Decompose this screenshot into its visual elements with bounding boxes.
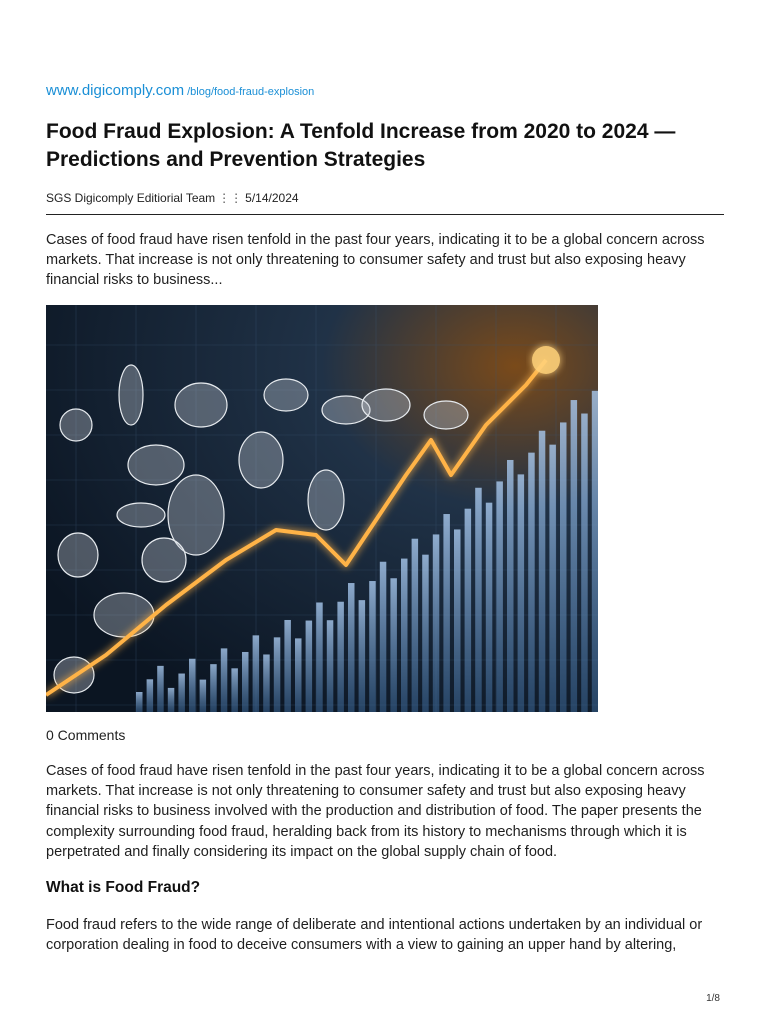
byline	[46, 191, 724, 215]
url-domain-link[interactable]: www.digicomply.com	[46, 82, 185, 99]
bar-mark	[390, 578, 397, 712]
bar-mark	[539, 431, 546, 712]
bar-mark	[592, 391, 598, 712]
food-sketch-icon	[264, 379, 308, 411]
url-path-link[interactable]: /blog/food-fraud-explosion	[187, 86, 315, 98]
byline-separator: ⋮⋮	[218, 191, 243, 205]
bar-mark	[581, 414, 588, 712]
food-sketch-icon	[117, 503, 165, 527]
page-number: 1/8	[706, 993, 720, 1004]
author-name: SGS Digicomply Editiorial Team	[46, 191, 216, 205]
bar-mark	[274, 637, 281, 712]
bar-mark	[507, 460, 514, 712]
bar-mark	[337, 602, 344, 712]
section-text: Food fraud refers to the wide range of deliberate and intentional actions undertaken by an individual or corporation dealing in food to deceive consumers with a view to gaining an upper hand by altering,	[46, 917, 703, 954]
bar-mark	[401, 559, 408, 712]
bar-mark	[253, 635, 260, 712]
bar-mark	[221, 648, 228, 712]
bar-mark	[560, 422, 567, 712]
food-sketch-icon	[58, 533, 98, 577]
article-title: Food Fraud Explosion: A Tenfold Increase from 2020 to 2024 — Predictions and Prevention Strategies	[46, 120, 676, 171]
bar-mark	[157, 666, 164, 712]
bar-mark	[475, 488, 482, 712]
food-sketch-icon	[239, 432, 283, 488]
bar-mark	[380, 562, 387, 712]
bar-mark	[348, 583, 355, 712]
bar-mark	[486, 503, 493, 712]
food-sketch-icon	[362, 389, 410, 421]
bar-mark	[231, 668, 238, 712]
bar-mark	[295, 638, 302, 712]
bar-mark	[200, 680, 207, 712]
bar-mark	[359, 600, 366, 712]
food-sketch-icon	[60, 409, 92, 441]
comments-count[interactable]: 0 Comments	[46, 727, 126, 743]
bar-mark	[443, 514, 450, 712]
flare-icon	[532, 346, 560, 374]
bar-mark	[412, 539, 419, 712]
food-sketch-icon	[175, 383, 227, 427]
bar-mark	[136, 692, 143, 712]
bar-mark	[210, 664, 217, 712]
bar-mark	[549, 445, 556, 712]
food-sketch-icon	[119, 365, 143, 425]
food-sketch-icon	[128, 445, 184, 485]
bar-mark	[518, 474, 525, 712]
section-heading: What is Food Fraud?	[46, 879, 201, 896]
bar-mark	[263, 654, 270, 712]
bar-mark	[327, 620, 334, 712]
bar-mark	[306, 621, 313, 712]
bar-mark	[465, 509, 472, 712]
publish-date: 5/14/2024	[245, 191, 299, 205]
hero-illustration	[46, 305, 598, 712]
food-sketch-icon	[424, 401, 468, 429]
bar-mark	[168, 688, 175, 712]
article-summary: Cases of food fraud have risen tenfold in the past four years, indicating it to be a global concern across markets. That increase is not only threatening to consumer safety and trust but also exposing heavy financial risks to business...	[46, 232, 705, 289]
bar-mark	[242, 652, 249, 712]
bar-mark	[571, 400, 578, 712]
article-intro: Cases of food fraud have risen tenfold in the past four years, indicating it to be a global concern across markets. That increase is not only threatening to consumer safety and trust but also exposing heavy financial risks to business involved with the production and distribution of food. The paper presents the complexity surrounding food fraud, heralding back from its history to mechanisms through which it is perpetrated and finally considering its impact on the global supply chain of food.	[46, 763, 705, 860]
bar-mark	[528, 453, 535, 712]
bar-mark	[496, 481, 503, 712]
source-url[interactable]	[46, 82, 314, 100]
bar-mark	[284, 620, 291, 712]
bar-mark	[178, 674, 185, 712]
food-sketch-icon	[142, 538, 186, 582]
bar-mark	[189, 659, 196, 712]
food-sketch-icon	[308, 470, 344, 530]
bar-mark	[454, 529, 461, 712]
hero-image	[46, 305, 598, 712]
bar-mark	[433, 534, 440, 712]
bar-mark	[147, 679, 154, 712]
bar-mark	[316, 602, 323, 712]
food-sketch-icon	[94, 593, 154, 637]
bar-mark	[422, 555, 429, 712]
bar-mark	[369, 581, 376, 712]
